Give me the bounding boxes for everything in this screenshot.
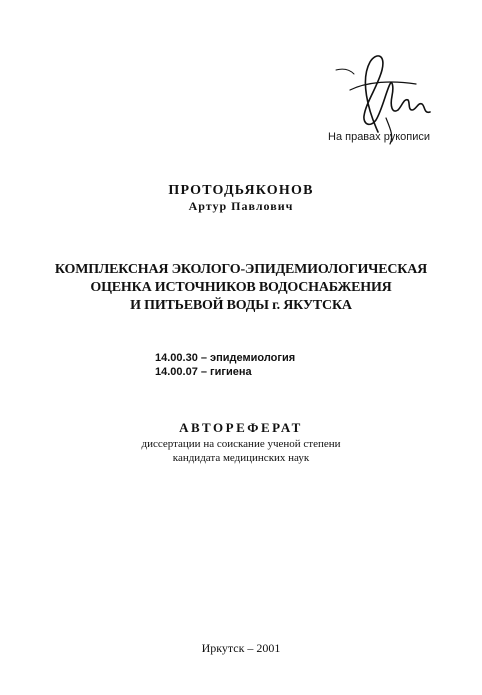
document-type-block [0, 419, 482, 465]
author-given-name: Артур Павлович [188, 199, 294, 213]
author-block [0, 183, 482, 214]
document-type: АВТОРЕФЕРАТ [179, 420, 303, 435]
specialty-item: 14.00.30 – эпидемиология [155, 352, 296, 364]
title-line: ОЦЕНКА ИСТОЧНИКОВ ВОДОСНАБЖЕНИЯ [90, 280, 392, 295]
document-description-line: диссертации на соискание ученой степени [141, 438, 341, 450]
specialty-list [155, 351, 295, 379]
document-description-line: кандидата медицинских наук [172, 452, 310, 464]
title-line: И ПИТЬЕВОЙ ВОДЫ г. ЯКУТСКА [130, 298, 352, 313]
title-line: КОМПЛЕКСНАЯ ЭКОЛОГО-ЭПИДЕМИОЛОГИЧЕСКАЯ [54, 262, 428, 277]
dissertation-title [0, 261, 482, 315]
place-year: Иркутск – 2001 [201, 641, 281, 655]
specialty-item: 14.00.07 – гигиена [155, 366, 252, 378]
author-surname: ПРОТОДЬЯКОНОВ [168, 183, 314, 198]
manuscript-note: На правах рукописи [328, 131, 430, 143]
